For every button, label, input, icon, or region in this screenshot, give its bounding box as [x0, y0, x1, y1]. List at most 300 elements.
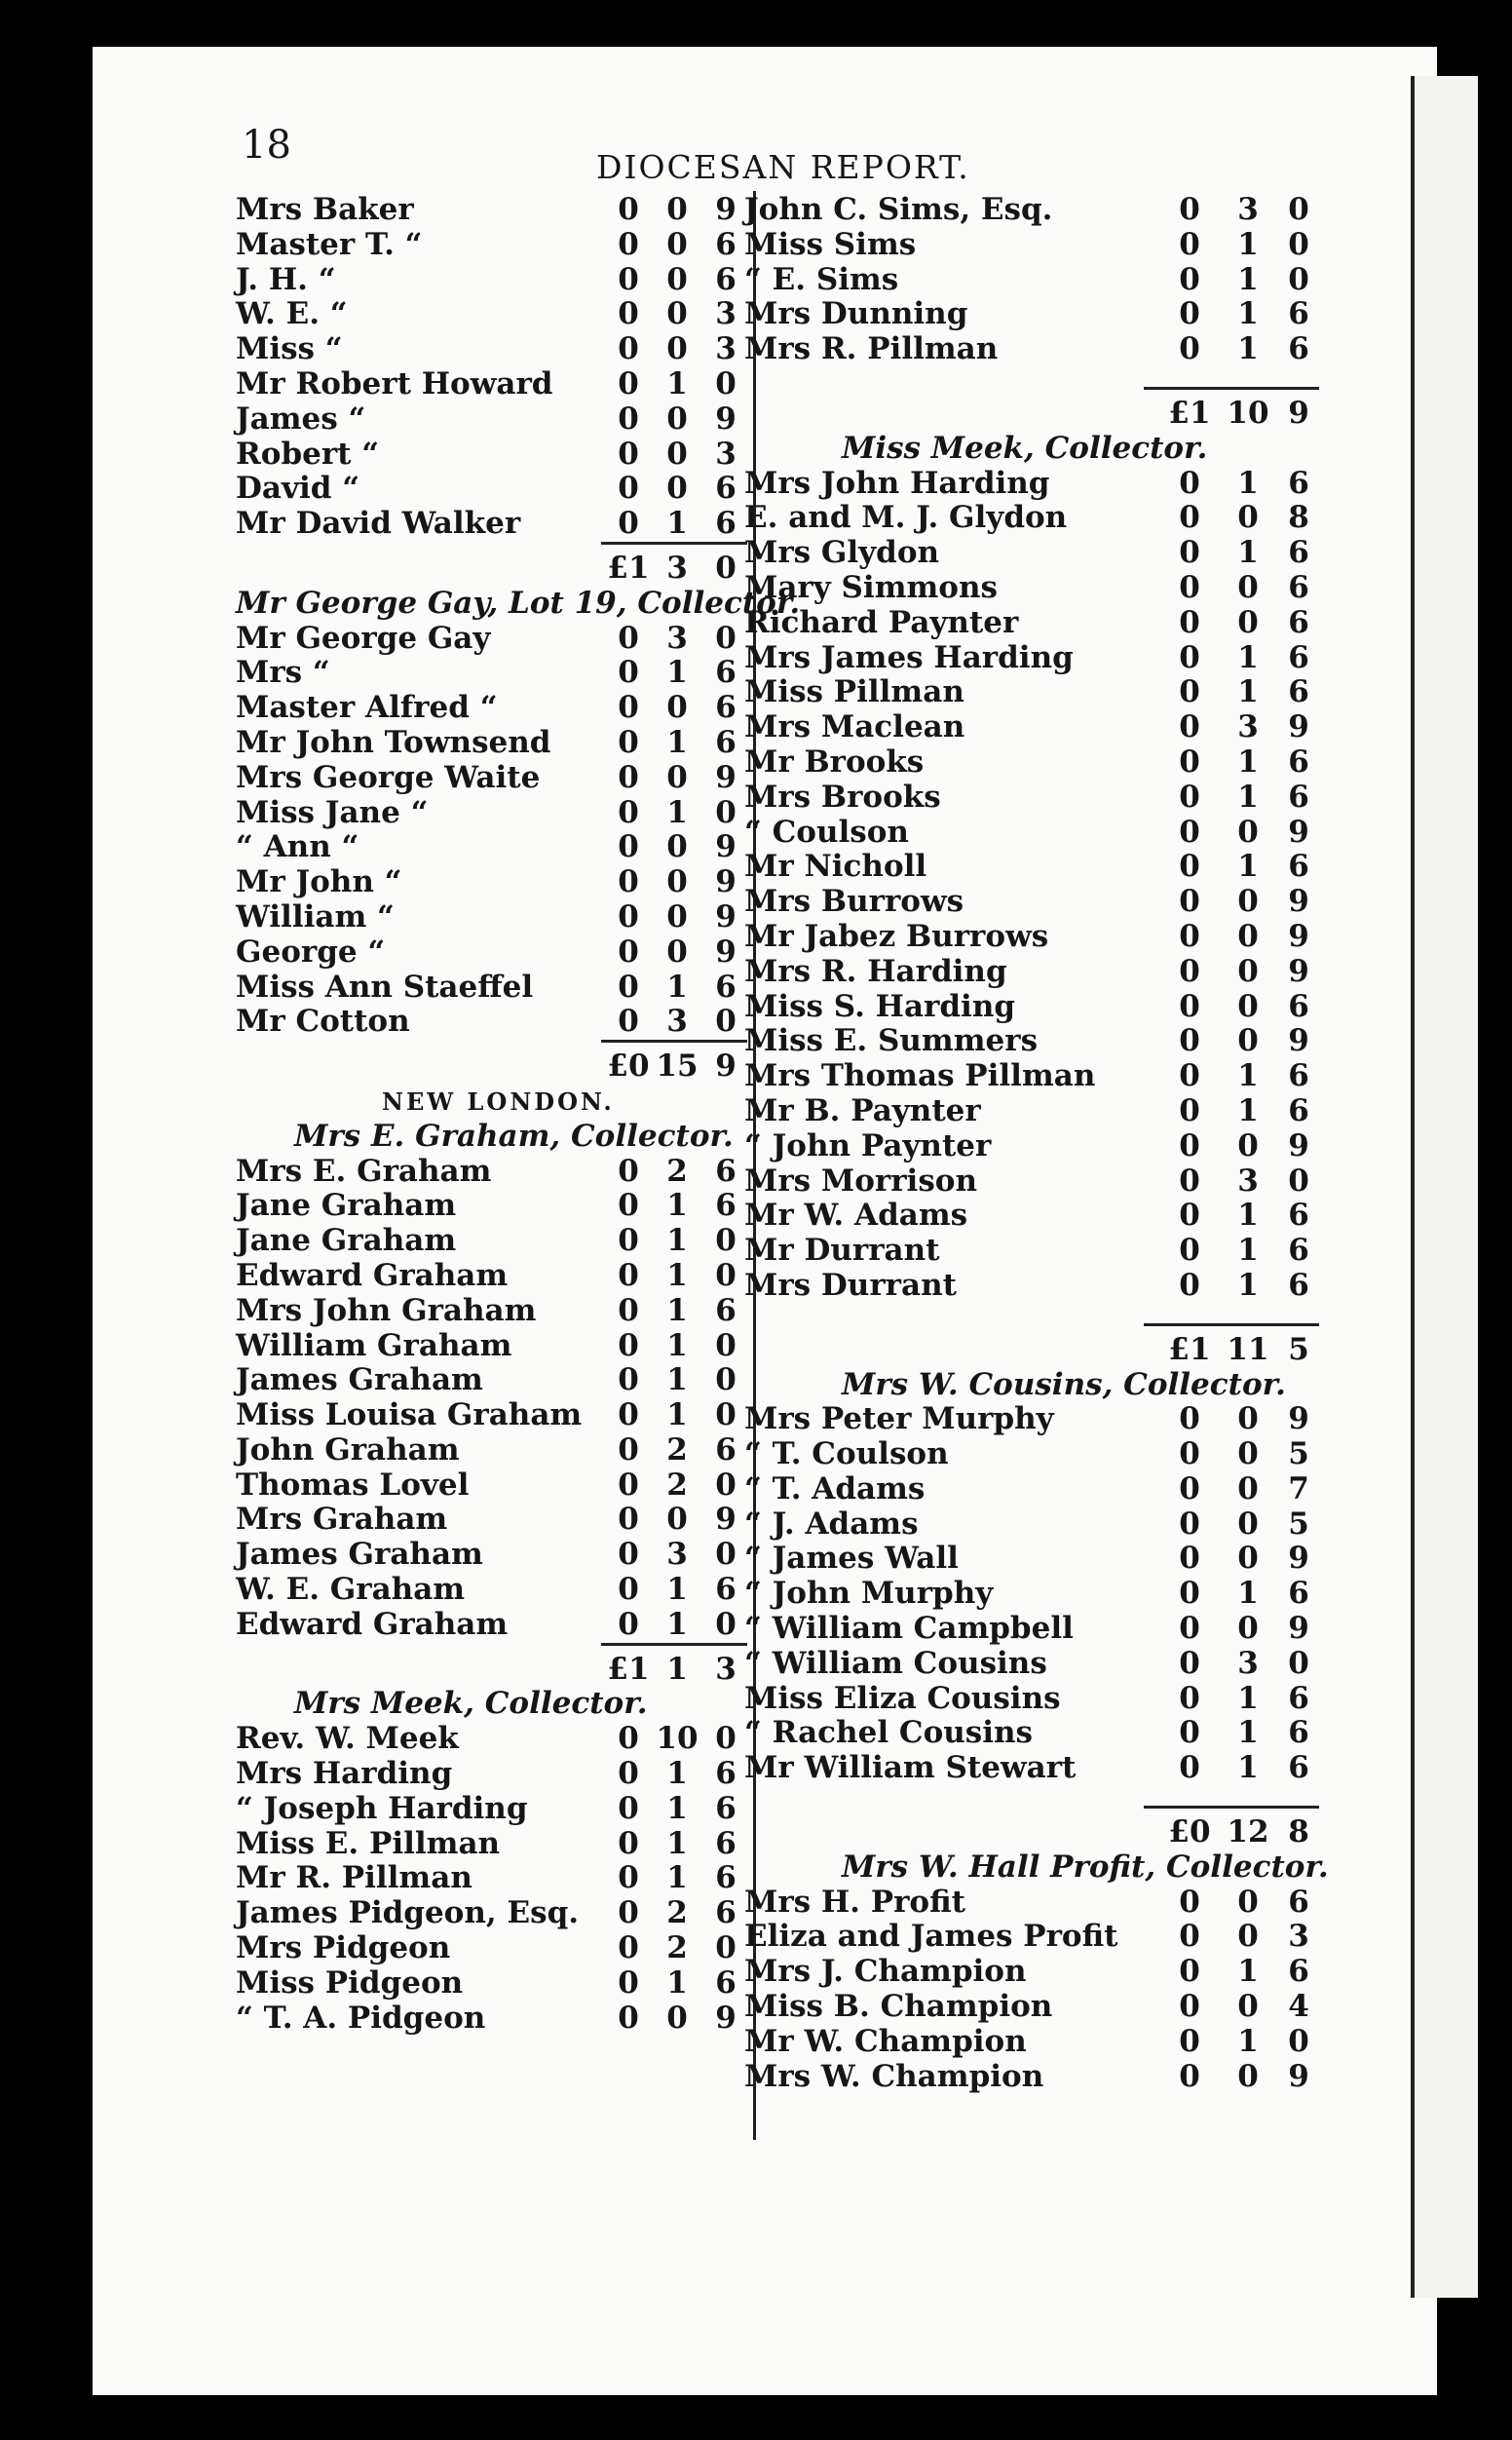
shillings-value: 0: [1237, 1401, 1259, 1437]
shillings-value: 0: [666, 2000, 688, 2036]
pounds-value: 0: [1179, 1198, 1200, 1234]
right-column: [744, 192, 1329, 2094]
pence-value: 9: [715, 829, 737, 865]
subscriber-name: Mr Robert Howard: [236, 365, 553, 401]
subscriber-row: [236, 367, 742, 402]
pence-value: 3: [715, 1651, 737, 1687]
pounds-value: 0: [1179, 953, 1200, 989]
subscriber-row: [744, 465, 1309, 502]
facing-page-edge: [1411, 76, 1478, 2298]
shillings-value: 0: [666, 261, 688, 297]
shillings-value: 0: [1237, 1884, 1259, 1920]
subscriber-row: [744, 1092, 1309, 1129]
subscriber-row: [744, 1541, 1309, 1577]
shillings-value: 11: [1227, 1331, 1269, 1367]
pence-value: 6: [1288, 1680, 1309, 1716]
subscriber-name: James Pidgeon, Esq.: [236, 1895, 580, 1931]
pounds-value: 0: [618, 1721, 639, 1757]
shillings-value: 1: [666, 1860, 688, 1896]
subscriber-name: Mr W. Champion: [744, 2023, 1027, 2059]
heading-text: Mr George Gay, Lot 19, Collector.: [236, 585, 801, 621]
shillings-value: 0: [666, 864, 688, 900]
subscriber-name: “ William Campbell: [744, 1611, 1074, 1647]
subscriber-row: [744, 1989, 1309, 2025]
subscriber-row: [744, 192, 1309, 228]
subscriber-name: William “: [236, 898, 395, 934]
subscriber-name: Mrs H. Profit: [744, 1884, 965, 1920]
shillings-value: 1: [666, 1397, 688, 1433]
pence-value: 6: [715, 724, 737, 760]
pence-value: 6: [715, 655, 737, 691]
shillings-value: 0: [1237, 604, 1259, 640]
collector-heading: [744, 1368, 1290, 1403]
pounds-value: 0: [618, 759, 639, 795]
subscriber-name: J. H. “: [236, 261, 336, 297]
subscriber-row: [744, 779, 1309, 816]
subscriber-row: [236, 1538, 742, 1573]
shillings-value: 0: [666, 1502, 688, 1538]
subscriber-name: Miss Louisa Graham: [236, 1397, 583, 1433]
subscriber-row: [744, 1401, 1309, 1437]
subscriber-row: [744, 604, 1309, 641]
subscriber-row: [236, 1433, 742, 1468]
shillings-value: 0: [1237, 1470, 1259, 1506]
subscriber-row: [236, 830, 742, 865]
pounds-value: 0: [618, 1606, 639, 1642]
pence-value: 6: [1288, 849, 1309, 885]
shillings-value: 0: [1237, 1989, 1259, 2025]
pounds-value: 0: [1179, 1267, 1200, 1303]
shillings-value: 3: [666, 550, 688, 586]
subscriber-name: Mr Durrant: [744, 1233, 940, 1269]
pounds-value: 0: [618, 1431, 639, 1468]
subscriber-row: [744, 674, 1309, 710]
subscriber-row: [744, 1576, 1309, 1612]
pounds-value: 0: [1179, 261, 1200, 297]
subscriber-name: Mrs Dunning: [744, 296, 968, 332]
subscriber-row: [744, 500, 1309, 536]
pence-value: 6: [715, 1860, 737, 1896]
pence-value: 6: [1288, 1576, 1309, 1612]
pounds-value: 0: [1179, 2058, 1200, 2094]
pounds-value: 0: [1179, 226, 1200, 262]
pence-value: 0: [715, 794, 737, 830]
subscriber-row: [236, 1722, 742, 1757]
shillings-value: 3: [1237, 1163, 1259, 1199]
subscriber-name: “ William Cousins: [744, 1645, 1047, 1681]
subscriber-row: [744, 1058, 1309, 1094]
shillings-value: 1: [666, 506, 688, 542]
shillings-value: 0: [1237, 2058, 1259, 2094]
pounds-value: 0: [1179, 1058, 1200, 1094]
pence-value: 6: [715, 690, 737, 726]
subscriber-row: [744, 1715, 1309, 1751]
subscriber-row: [236, 402, 742, 438]
pence-value: 6: [715, 261, 737, 297]
pounds-value: 0: [618, 655, 639, 691]
shillings-value: 0: [666, 436, 688, 472]
subscriber-row: [236, 1224, 742, 1259]
pounds-value: 0: [1179, 1715, 1200, 1751]
subscriber-name: Mr David Walker: [236, 506, 521, 542]
pence-value: 9: [1288, 2058, 1309, 2094]
subtotal-row: [236, 552, 742, 587]
pounds-value: 0: [618, 331, 639, 367]
subscriber-row: [744, 1506, 1309, 1543]
subscriber-name: Jane Graham: [236, 1188, 457, 1224]
subscriber-row: [744, 743, 1309, 781]
shillings-value: 3: [1237, 1645, 1259, 1681]
shillings-value: 2: [666, 1895, 688, 1931]
shillings-value: 1: [1237, 1233, 1259, 1269]
subscriber-name: George “: [236, 934, 386, 970]
pounds-value: 0: [1179, 296, 1200, 332]
pence-value: 9: [1288, 709, 1309, 745]
pounds-value: 0: [618, 1004, 639, 1040]
subscriber-name: Mrs John Graham: [236, 1292, 537, 1328]
subscriber-row: [744, 296, 1309, 332]
subscriber-row: [236, 1259, 742, 1294]
pence-value: 0: [715, 1606, 737, 1642]
pounds-value: 0: [1179, 743, 1200, 780]
pence-value: 6: [1288, 331, 1309, 367]
pence-value: 0: [715, 1930, 737, 1966]
pence-value: 9: [1288, 1127, 1309, 1163]
sum-rule-line: [1144, 1806, 1319, 1809]
subscriber-row: [236, 1573, 742, 1608]
pence-value: 6: [1288, 535, 1309, 571]
left-column: [236, 192, 801, 2036]
subscriber-row: [236, 1896, 742, 1931]
subscriber-name: John Graham: [236, 1431, 460, 1468]
subscriber-name: Miss Jane “: [236, 794, 429, 830]
subtotal-row: [236, 1049, 742, 1085]
subscriber-row: [744, 1611, 1309, 1647]
shillings-value: 1: [1237, 1715, 1259, 1751]
pence-value: 0: [715, 1362, 737, 1398]
shillings-value: 12: [1227, 1814, 1269, 1850]
shillings-value: 1: [1237, 1750, 1259, 1786]
shillings-value: 0: [1237, 988, 1259, 1024]
pence-value: 6: [715, 226, 737, 262]
pounds-value: 0: [1179, 500, 1200, 536]
pounds-value: 0: [618, 1895, 639, 1931]
heading-text: Miss Meek, Collector.: [842, 430, 1208, 466]
pence-value: 0: [715, 1397, 737, 1433]
pounds-value: 0: [618, 1825, 639, 1861]
pounds-value: 0: [1179, 918, 1200, 954]
subscriber-name: Mr Jabez Burrows: [744, 918, 1049, 954]
pounds-value: 0: [1179, 604, 1200, 640]
shillings-value: 2: [666, 1930, 688, 1966]
pounds-value: 0: [618, 2000, 639, 2036]
shillings-value: 0: [666, 471, 688, 507]
subscriber-name: Edward Graham: [236, 1606, 509, 1642]
shillings-value: 0: [666, 400, 688, 437]
shillings-value: 1: [1237, 639, 1259, 675]
subscriber-row: [236, 2002, 742, 2037]
subscriber-row: [744, 988, 1309, 1025]
subscriber-row: [744, 1680, 1309, 1717]
shillings-value: 0: [1237, 1541, 1259, 1577]
subscriber-name: Master T. “: [236, 226, 423, 262]
subscriber-name: “ T. Coulson: [744, 1436, 949, 1472]
heading-text: Mrs Meek, Collector.: [294, 1686, 648, 1722]
shillings-value: 1: [666, 969, 688, 1005]
pence-value: 9: [715, 2000, 737, 2036]
subscriber-row: [744, 1470, 1309, 1507]
shillings-value: 0: [1237, 953, 1259, 989]
subscriber-name: Miss S. Harding: [744, 988, 1016, 1024]
subscriber-name: Mrs Brooks: [744, 779, 941, 815]
subscriber-row: [236, 297, 742, 332]
subscriber-row: [744, 1645, 1309, 1682]
pence-value: 0: [1288, 2023, 1309, 2059]
pounds-value: 0: [1179, 1127, 1200, 1163]
subscriber-row: [236, 1792, 742, 1827]
shillings-value: 1: [666, 1188, 688, 1224]
subscriber-row: [236, 1966, 742, 2002]
subscriber-row: [236, 935, 742, 971]
subscriber-row: [744, 1023, 1309, 1059]
pence-value: 0: [715, 550, 737, 586]
shillings-value: 0: [1237, 814, 1259, 850]
heading-text: Mrs W. Hall Profit, Collector.: [842, 1849, 1329, 1885]
pounds-value: 0: [618, 1362, 639, 1398]
subscriber-name: E. and M. J. Glydon: [744, 500, 1068, 536]
shillings-value: 0: [666, 192, 688, 227]
subscriber-row: [744, 1163, 1309, 1200]
shillings-value: 1: [1237, 779, 1259, 815]
pounds-value: 0: [1179, 1645, 1200, 1681]
pence-value: 0: [715, 1467, 737, 1503]
pounds-value: 0: [1179, 814, 1200, 850]
pence-value: 3: [715, 331, 737, 367]
pounds-value: 0: [1179, 1233, 1200, 1269]
collector-heading: [236, 585, 801, 622]
subscriber-name: Mrs Durrant: [744, 1267, 957, 1303]
pounds-value: 0: [618, 1223, 639, 1259]
pence-value: 6: [1288, 1058, 1309, 1094]
shillings-value: 1: [666, 1292, 688, 1328]
subscriber-name: “ T. A. Pidgeon: [236, 2000, 486, 2036]
pence-value: 9: [1288, 1401, 1309, 1437]
subscriber-row: [236, 438, 742, 473]
subscriber-name: Mr B. Paynter: [744, 1092, 981, 1128]
subscriber-name: Mrs Burrows: [744, 884, 964, 920]
subscriber-name: Mr Nicholl: [744, 849, 927, 885]
subscriber-row: [236, 865, 742, 900]
subscriber-row: [236, 1503, 742, 1538]
shillings-value: 1: [1237, 1267, 1259, 1303]
subscriber-row: [744, 884, 1309, 920]
shillings-value: 1: [1237, 1058, 1259, 1094]
subscriber-row: [236, 691, 742, 726]
pence-value: 0: [1288, 261, 1309, 297]
pence-value: 9: [1288, 395, 1309, 431]
shillings-value: 2: [666, 1467, 688, 1503]
subscriber-row: [744, 2023, 1309, 2060]
subscriber-row: [744, 1436, 1309, 1472]
subtotal-row: [236, 1653, 742, 1688]
pounds-value: 0: [618, 1257, 639, 1293]
subscriber-name: “ E. Sims: [744, 261, 899, 297]
shillings-value: 0: [1237, 1506, 1259, 1542]
pence-value: 9: [715, 934, 737, 970]
pounds-value: 0: [618, 1964, 639, 2001]
subscriber-name: Mrs Harding: [236, 1756, 453, 1792]
pounds-value: 0: [1179, 674, 1200, 710]
subscriber-name: W. E. Graham: [236, 1572, 466, 1608]
shillings-value: 1: [666, 1756, 688, 1792]
pence-value: 0: [715, 1223, 737, 1259]
pounds-value: 0: [618, 506, 639, 542]
subscriber-row: [744, 639, 1309, 676]
shillings-value: 1: [666, 1223, 688, 1259]
subscriber-row: [744, 918, 1309, 955]
pounds-value: 0: [618, 296, 639, 332]
pence-value: 6: [1288, 1715, 1309, 1751]
shillings-value: 1: [1237, 535, 1259, 571]
subscriber-name: Mrs Maclean: [744, 709, 965, 745]
subscriber-row: [744, 709, 1309, 745]
shillings-value: 1: [1237, 1092, 1259, 1128]
pence-value: 6: [1288, 1198, 1309, 1234]
shillings-value: 1: [666, 1825, 688, 1861]
subscriber-name: Mrs Morrison: [744, 1163, 977, 1199]
subscriber-row: [744, 1884, 1309, 1921]
pence-value: 0: [715, 1537, 737, 1573]
pence-value: 9: [1288, 953, 1309, 989]
pounds-value: 0: [1179, 1954, 1200, 1990]
pounds-value: 0: [1179, 535, 1200, 571]
pence-value: 6: [1288, 674, 1309, 710]
subscriber-name: Mary Simmons: [744, 569, 998, 605]
pounds-value: 0: [618, 261, 639, 297]
shillings-value: 1: [1237, 1680, 1259, 1716]
pence-value: 3: [715, 296, 737, 332]
subscriber-name: Robert “: [236, 436, 380, 472]
heading-text: Mrs E. Graham, Collector.: [294, 1118, 734, 1154]
pounds-value: 0: [1179, 1611, 1200, 1647]
pence-value: 6: [1288, 988, 1309, 1024]
subscriber-name: Miss Ann Staeffel: [236, 969, 534, 1005]
pounds-value: 0: [618, 400, 639, 437]
subscriber-name: Miss Eliza Cousins: [744, 1680, 1061, 1716]
pence-value: 0: [715, 1327, 737, 1363]
subscriber-name: “ Ann “: [236, 829, 359, 865]
pounds-value: 0: [618, 620, 639, 656]
pounds-value: 0: [1179, 569, 1200, 605]
subscriber-name: Mr W. Adams: [744, 1198, 968, 1234]
subscriber-row: [744, 535, 1309, 571]
shillings-value: 15: [656, 1048, 699, 1085]
shillings-value: 10: [656, 1721, 699, 1757]
shillings-value: 0: [1237, 918, 1259, 954]
subscriber-name: Miss E. Pillman: [236, 1825, 501, 1861]
subscriber-row: [236, 1005, 742, 1040]
shillings-value: 0: [666, 226, 688, 262]
pence-value: 5: [1288, 1436, 1309, 1472]
shillings-value: 2: [666, 1153, 688, 1189]
shillings-value: 1: [666, 1964, 688, 2001]
subscriber-name: Mrs R. Pillman: [744, 331, 999, 367]
subscriber-name: “ John Murphy: [744, 1576, 994, 1612]
section-heading: [236, 1085, 742, 1120]
pence-value: 9: [715, 1048, 737, 1085]
pence-value: 9: [1288, 1541, 1309, 1577]
pence-value: 6: [1288, 465, 1309, 501]
pounds-value: 0: [1179, 1023, 1200, 1059]
pence-value: 6: [1288, 1233, 1309, 1269]
subscriber-row: [744, 569, 1309, 606]
pounds-value: 0: [1179, 1506, 1200, 1542]
subscriber-row: [236, 726, 742, 761]
pounds-value: 0: [618, 226, 639, 262]
subscriber-name: John C. Sims, Esq.: [744, 192, 1053, 227]
pounds-value: 0: [1179, 1401, 1200, 1437]
pence-value: 0: [715, 1004, 737, 1040]
shillings-value: 0: [1237, 1919, 1259, 1955]
shillings-value: 1: [666, 1606, 688, 1642]
shillings-value: 1: [666, 794, 688, 830]
pounds-value: 0: [618, 690, 639, 726]
pounds-value: 0: [1179, 1436, 1200, 1472]
subscriber-name: Mrs Peter Murphy: [744, 1401, 1054, 1437]
shillings-value: 1: [1237, 1954, 1259, 1990]
pounds-value: 0: [1179, 2023, 1200, 2059]
pounds-value: 0: [1179, 988, 1200, 1024]
subscriber-name: Mrs W. Champion: [744, 2058, 1044, 2094]
subscriber-name: James “: [236, 400, 366, 437]
pence-value: 6: [1288, 639, 1309, 675]
subscriber-row: [236, 1155, 742, 1190]
pounds-value: 0: [618, 436, 639, 472]
subscriber-row: [744, 1954, 1309, 1990]
shillings-value: 0: [666, 331, 688, 367]
shillings-value: 0: [666, 296, 688, 332]
pence-value: 9: [715, 864, 737, 900]
shillings-value: 0: [1237, 1023, 1259, 1059]
pounds-value: 0: [618, 1572, 639, 1608]
pounds-value: £0: [1168, 1814, 1211, 1850]
subscriber-name: Mrs George Waite: [236, 759, 541, 795]
shillings-value: 0: [1237, 1611, 1259, 1647]
pence-value: 6: [715, 1188, 737, 1224]
subscriber-row: [236, 900, 742, 935]
subscriber-name: Mr R. Pillman: [236, 1860, 472, 1896]
subscriber-row: [236, 1757, 742, 1792]
pounds-value: 0: [618, 1292, 639, 1328]
subscriber-name: W. E. “: [236, 296, 348, 332]
spacer: [744, 1786, 1290, 1806]
subscriber-row: [236, 656, 742, 691]
subscriber-row: [744, 814, 1309, 851]
pence-value: 6: [1288, 604, 1309, 640]
pence-value: 7: [1288, 1470, 1309, 1506]
pence-value: 6: [715, 1292, 737, 1328]
shillings-value: 1: [1237, 2023, 1259, 2059]
pence-value: 6: [715, 1825, 737, 1861]
pounds-value: 0: [1179, 1750, 1200, 1786]
subscriber-name: Jane Graham: [236, 1223, 457, 1259]
subtotal-row: [744, 1814, 1309, 1850]
shillings-value: 0: [666, 829, 688, 865]
pounds-value: 0: [1179, 1989, 1200, 2025]
shillings-value: 1: [666, 1327, 688, 1363]
subscriber-name: “ Rachel Cousins: [744, 1715, 1033, 1751]
pence-value: 6: [1288, 1884, 1309, 1920]
